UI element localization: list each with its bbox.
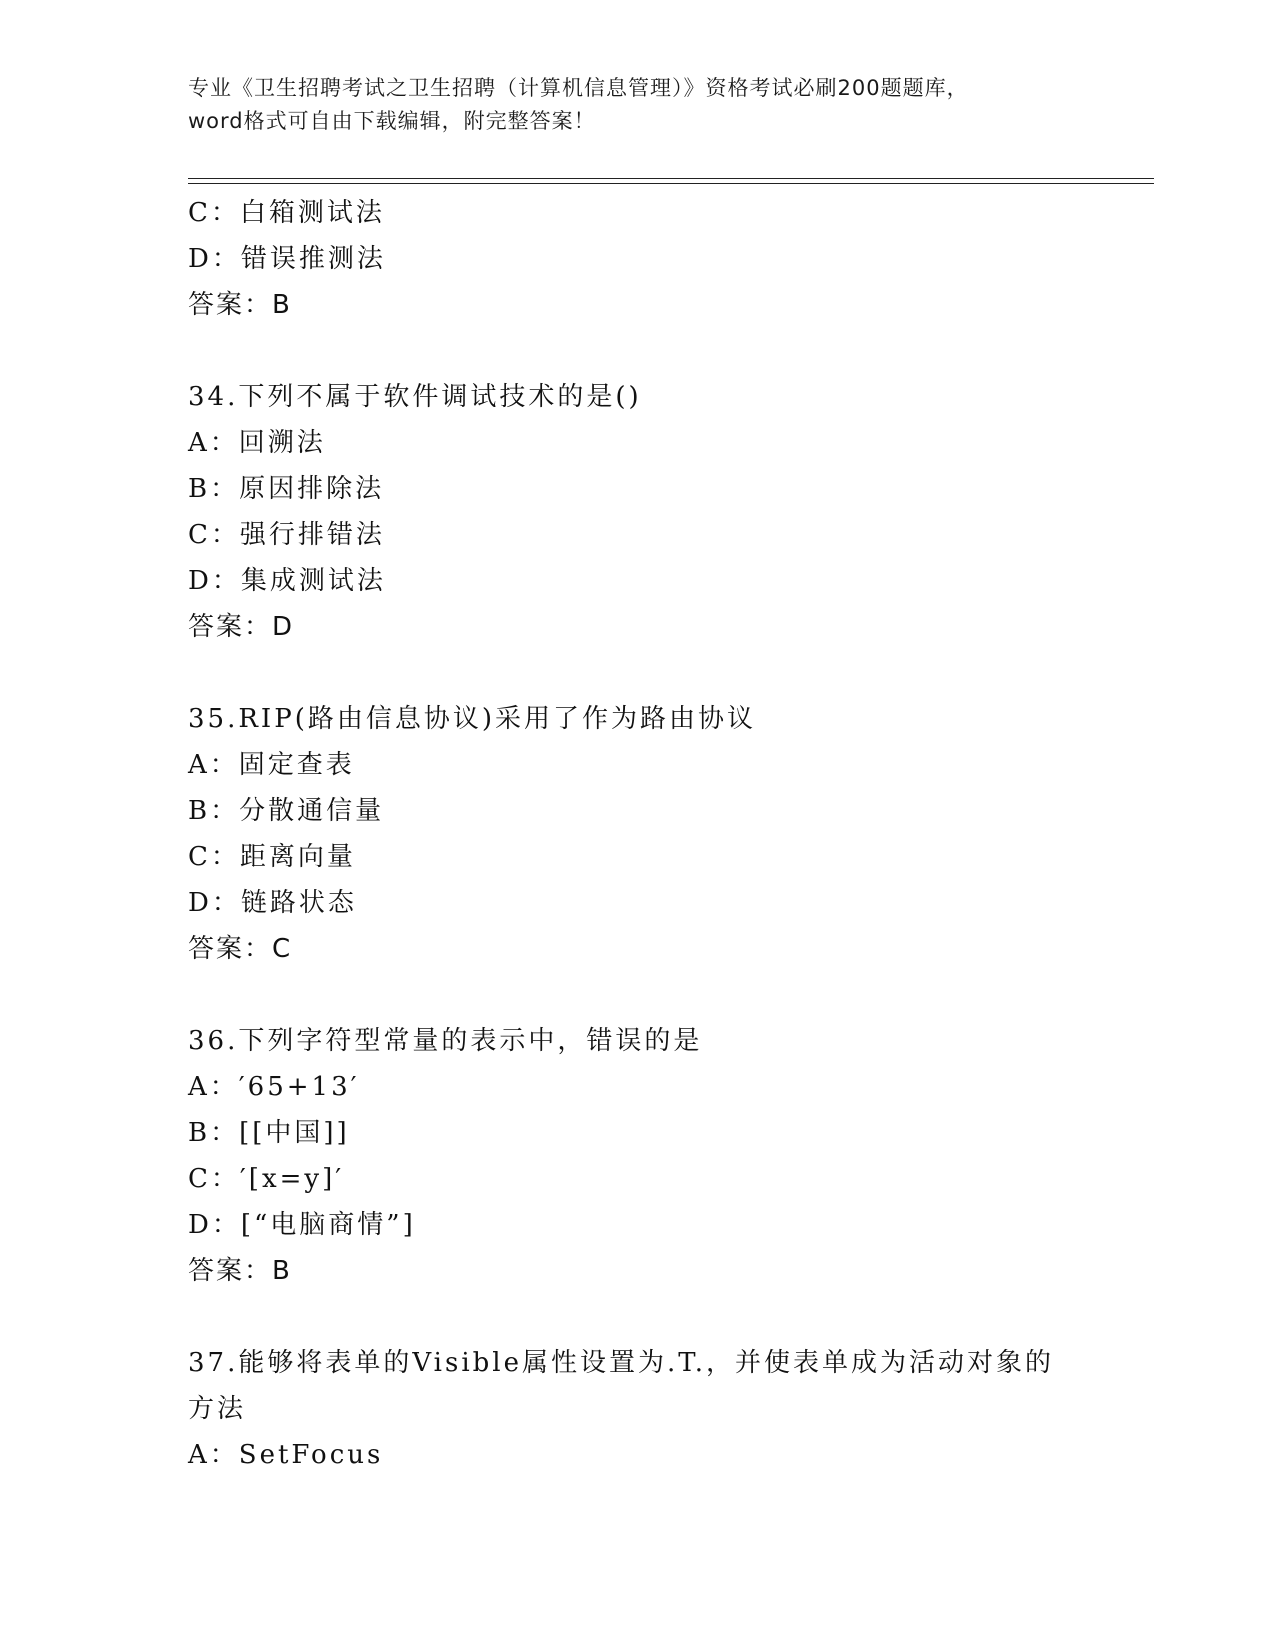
option-b: B：原因排除法 <box>188 474 385 504</box>
header-divider-bottom <box>188 183 1154 184</box>
question-36 <box>188 1018 1088 1294</box>
answer-line: 答案：B <box>188 1256 292 1286</box>
option-c: C：强行排错法 <box>188 520 385 550</box>
question-title: 35.RIP(路由信息协议)采用了作为路由协议 <box>188 704 756 734</box>
option-b: B：分散通信量 <box>188 796 385 826</box>
question-list <box>188 190 1088 1478</box>
option-d: D：[“电脑商情”] <box>188 1210 416 1240</box>
header-divider-top <box>188 178 1154 179</box>
previous-question-tail <box>188 190 1088 328</box>
question-35 <box>188 696 1088 972</box>
question-title: 34.下列不属于软件调试技术的是() <box>188 382 642 412</box>
answer-line: 答案：B <box>188 290 292 320</box>
header-line-1: 专业《卫生招聘考试之卫生招聘（计算机信息管理）》资格考试必刷200题题库， <box>188 76 969 100</box>
option-d: D：集成测试法 <box>188 566 386 596</box>
document-header <box>188 72 1088 138</box>
option-a: A：回溯法 <box>188 428 326 458</box>
question-37 <box>188 1340 1088 1478</box>
question-34 <box>188 374 1088 650</box>
option-a: A：固定查表 <box>188 750 355 780</box>
header-line-2: word格式可自由下载编辑，附完整答案！ <box>188 109 596 133</box>
answer-line: 答案：C <box>188 934 293 964</box>
option-c: C：白箱测试法 <box>188 198 385 228</box>
option-c: C：距离向量 <box>188 842 356 872</box>
option-d: D：错误推测法 <box>188 244 386 274</box>
question-title-line-1: 37.能够将表单的Visible属性设置为.T.，并使表单成为活动对象的 <box>188 1348 1055 1378</box>
question-title: 36.下列字符型常量的表示中，错误的是 <box>188 1026 703 1056</box>
option-a: A：SetFocus <box>188 1440 384 1470</box>
answer-line: 答案：D <box>188 612 295 642</box>
option-b: B：[[中国]] <box>188 1118 350 1148</box>
option-c: C：′[x=y]′ <box>188 1164 345 1194</box>
option-a: A：′65+13′ <box>188 1072 360 1102</box>
option-d: D：链路状态 <box>188 888 357 918</box>
question-title-line-2: 方法 <box>188 1394 247 1424</box>
